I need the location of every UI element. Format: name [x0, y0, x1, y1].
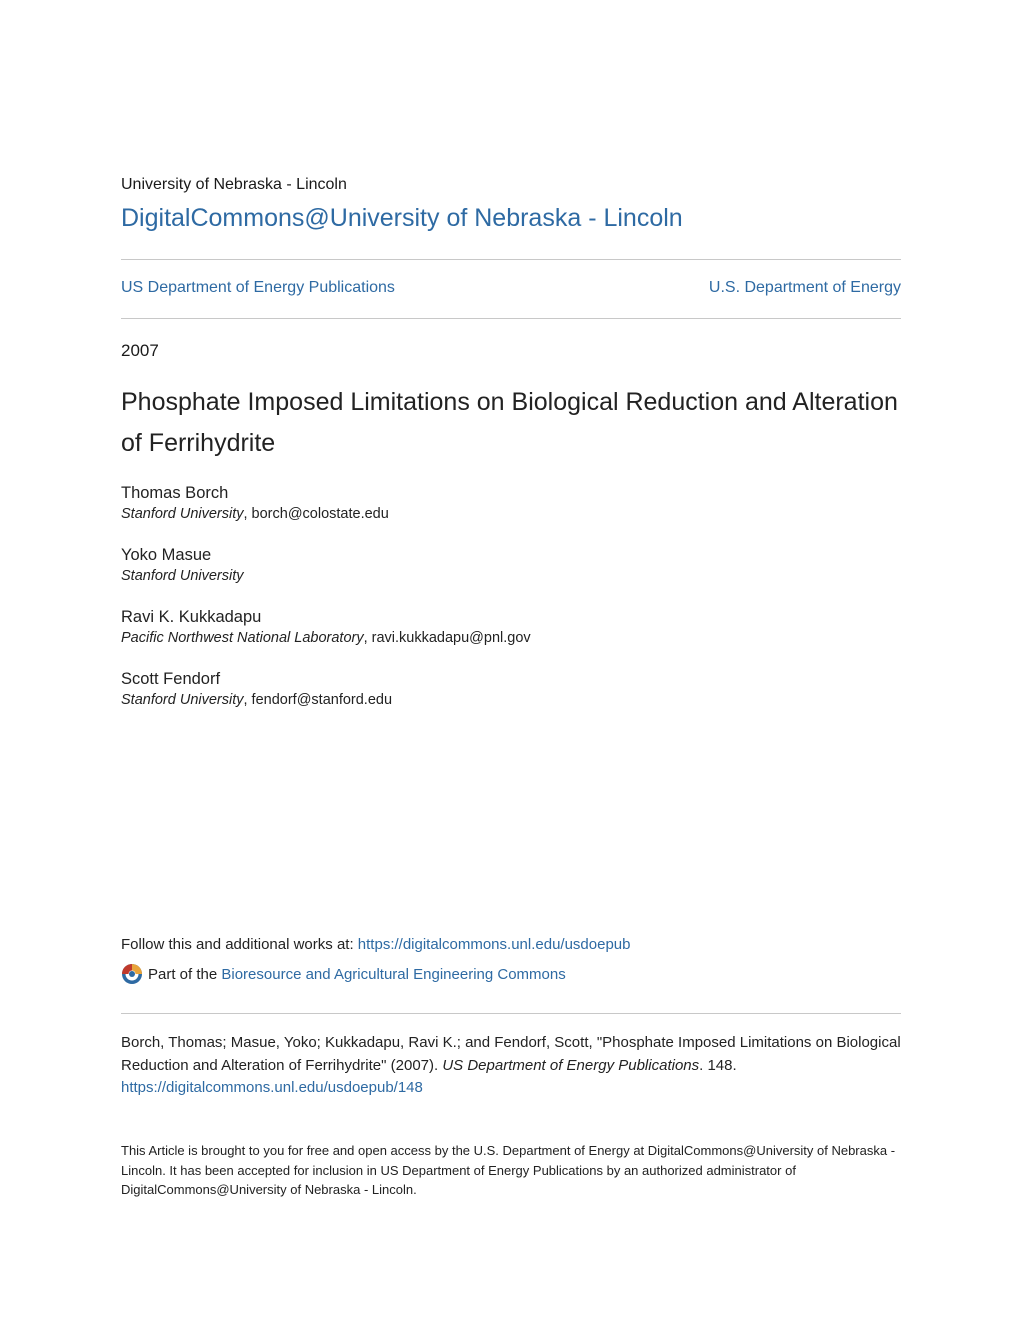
author-block	[121, 544, 244, 586]
department-link[interactable]: U.S. Department of Energy	[708, 279, 901, 296]
part-of-label: Part of the	[148, 965, 222, 983]
access-notice: This Article is brought to you for free and open access by the U.S. Department of Energy at DigitalCommons@University of Nebraska - Lincoln. It has been accepted for inclusion in US Department of Energy Publications by an authorized administrator of DigitalCommons@University of Nebraska - Lincoln.	[121, 1143, 896, 1197]
author-email: , borch@colostate.edu	[243, 506, 389, 522]
author-email: , fendorf@stanford.edu	[243, 692, 393, 708]
affiliation: Stanford University	[121, 692, 244, 708]
author-name: Yoko Masue	[121, 546, 212, 564]
institution-name: University of Nebraska - Lincoln	[121, 176, 347, 193]
article-title: Phosphate Imposed Limitations on Biological Reduction and Alteration of Ferrihydrite	[121, 388, 898, 457]
author-name: Scott Fendorf	[121, 670, 221, 688]
author-block	[121, 606, 531, 648]
divider	[121, 1013, 901, 1014]
commons-link[interactable]: Bioresource and Agricultural Engineering Commons	[221, 965, 566, 983]
publication-year: 2007	[121, 341, 159, 360]
author-email: , ravi.kukkadapu@pnl.gov	[363, 630, 531, 646]
author-affiliation	[121, 504, 389, 524]
author-block	[121, 482, 389, 524]
author-affiliation	[121, 690, 392, 710]
author-name: Thomas Borch	[121, 484, 229, 502]
follow-label: Follow this and additional works at:	[121, 936, 358, 953]
citation-journal: US Department of Energy Publications	[442, 1056, 700, 1074]
cover-page	[121, 0, 901, 1320]
citation-text: Borch, Thomas; Masue, Yoko; Kukkadapu, Ravi K.; and Fendorf, Scott, "Phosphate Imposed Limitations on Biological Reduction and Alteration of Ferrihydrite" (2007).	[121, 1034, 901, 1074]
collection-url-link[interactable]: https://digitalcommons.unl.edu/usdoepub	[357, 936, 631, 953]
affiliation: Stanford University	[121, 568, 244, 584]
author-name: Ravi K. Kukkadapu	[121, 608, 262, 626]
network-icon	[121, 963, 143, 985]
part-of-line	[121, 963, 566, 985]
divider	[121, 318, 901, 319]
author-affiliation	[121, 566, 244, 586]
affiliation: Stanford University	[121, 506, 244, 522]
follow-line	[121, 936, 630, 953]
citation-url-link[interactable]: https://digitalcommons.unl.edu/usdoepub/148	[121, 1079, 423, 1096]
series-link[interactable]: US Department of Energy Publications	[121, 279, 395, 296]
series-row	[121, 279, 901, 297]
repository-link[interactable]: DigitalCommons@University of Nebraska - Lincoln	[121, 204, 683, 232]
affiliation: Pacific Northwest National Laboratory	[121, 630, 364, 646]
citation-number: . 148.	[699, 1056, 737, 1074]
divider	[121, 259, 901, 260]
author-affiliation	[121, 628, 531, 648]
author-block	[121, 668, 392, 710]
citation	[121, 1032, 901, 1100]
